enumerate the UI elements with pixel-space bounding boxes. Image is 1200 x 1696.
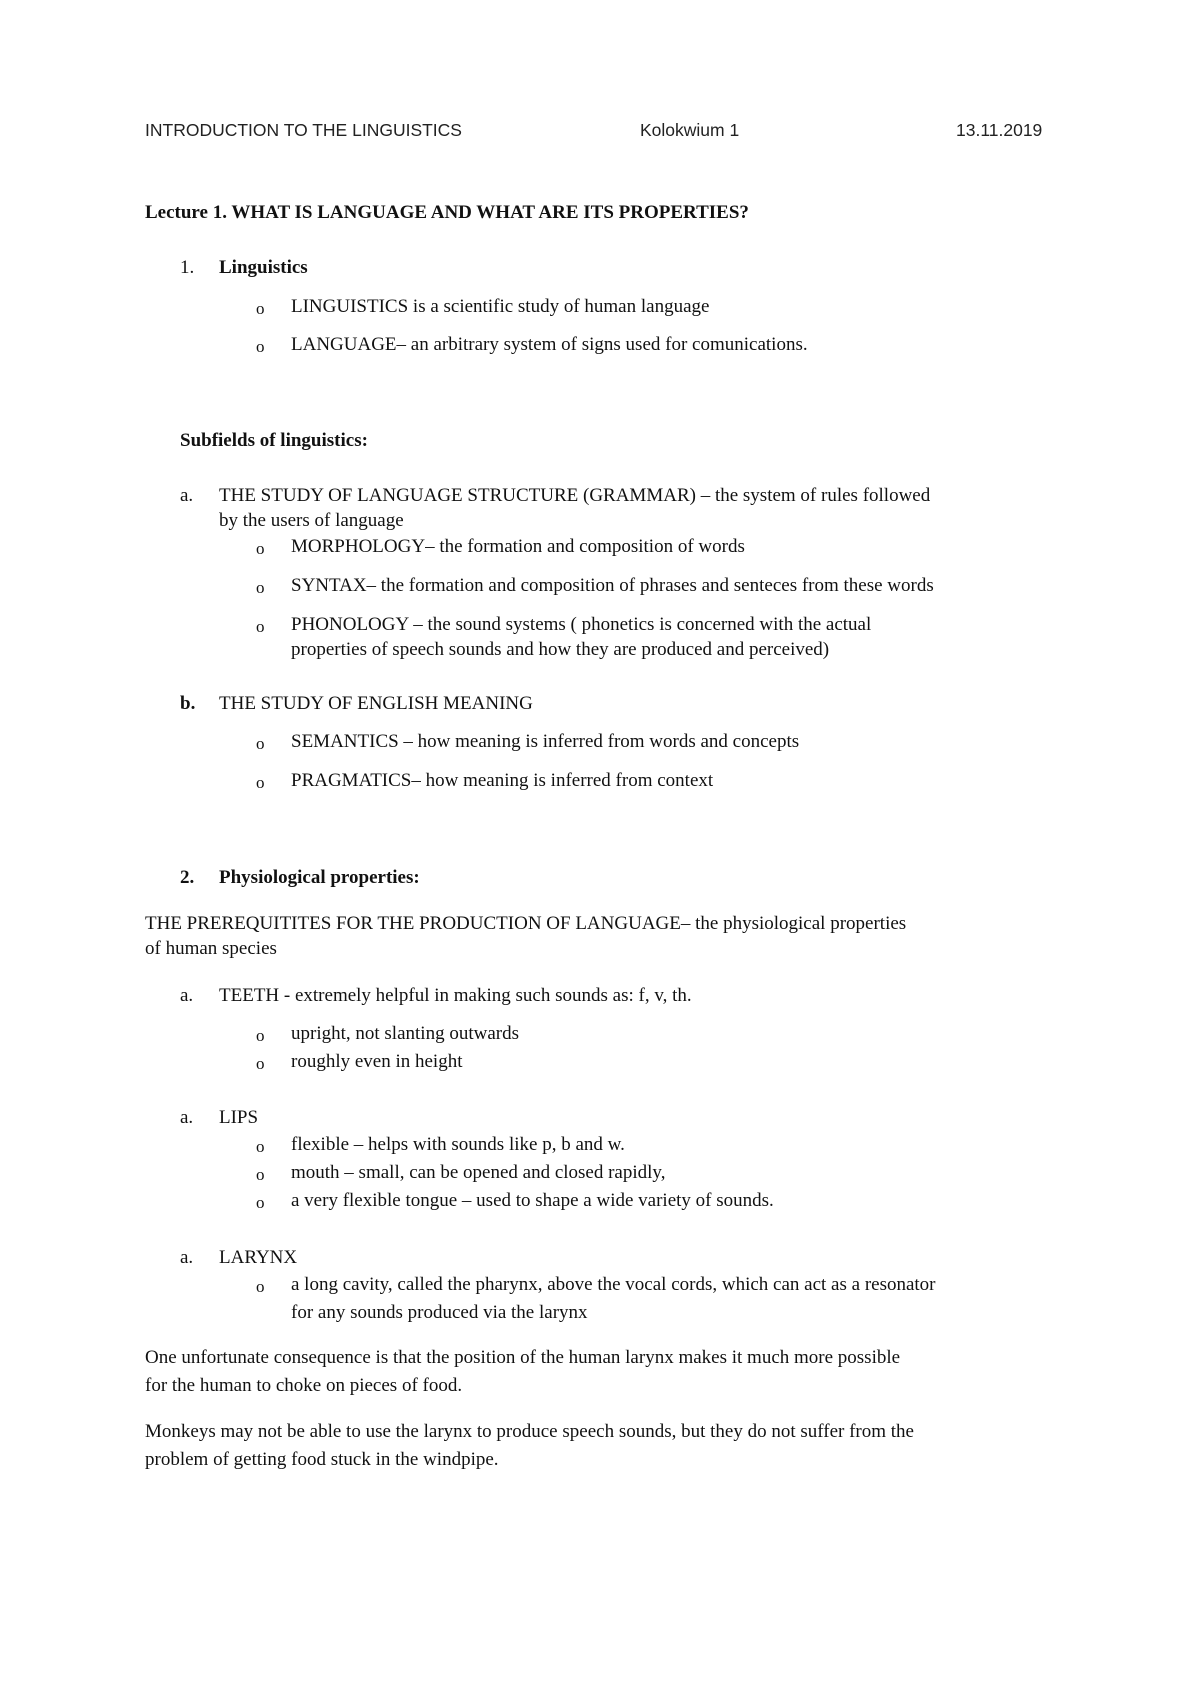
exam-label: Kolokwium 1 [640,120,740,140]
list-item: upright, not slanting outwards [291,1023,519,1044]
section-2-title: Physiological properties: [219,867,420,888]
larynx-bullet-line-2: for any sounds produced via the larynx [291,1302,588,1323]
teeth-heading: TEETH - extremely helpful in making such sounds as: f, v, th. [219,985,692,1006]
list-item: flexible – helps with sounds like p, b and w. [291,1134,625,1155]
bullet-icon: o [256,337,265,356]
list-item: LINGUISTICS is a scientific study of human language [291,296,710,317]
subfields-title: Subfields of linguistics: [180,430,368,451]
list-item: a very flexible tongue – used to shape a wide variety of sounds. [291,1190,774,1211]
item-marker: b. [180,693,196,714]
paragraph-2-line-1: Monkeys may not be able to use the larynx to produce speech sounds, but they do not suffer from the [145,1421,914,1442]
list-item: mouth – small, can be opened and closed rapidly, [291,1162,666,1183]
prerequisites-line-1: THE PREREQUITITES FOR THE PRODUCTION OF LANGUAGE– the physiological properties [145,913,907,934]
item-marker: a. [180,1247,194,1268]
paragraph-1-line-2: for the human to choke on pieces of food. [145,1375,463,1396]
section-1-number: 1. [180,257,195,278]
course-title: INTRODUCTION TO THE LINGUISTICS [145,120,462,140]
phonology-line-1: PHONOLOGY – the sound systems ( phonetics is concerned with the actual [291,614,872,635]
item-marker: a. [180,485,194,506]
meaning-heading: THE STUDY OF ENGLISH MEANING [219,693,533,714]
bullet-icon: o [256,539,265,558]
section-2-number: 2. [180,867,195,888]
bullet-icon: o [256,1054,265,1073]
bullet-icon: o [256,617,265,636]
bullet-icon: o [256,734,265,753]
list-item: SYNTAX– the formation and composition of phrases and senteces from these words [291,575,934,596]
lips-heading: LIPS [219,1107,259,1128]
section-1-title: Linguistics [219,257,308,278]
list-item: roughly even in height [291,1051,463,1072]
item-marker: a. [180,985,194,1006]
larynx-heading: LARYNX [219,1247,298,1268]
list-item: MORPHOLOGY– the formation and composition of words [291,536,745,557]
larynx-bullet-line-1: a long cavity, called the pharynx, above the vocal cords, which can act as a resonator [291,1274,936,1295]
bullet-icon: o [256,1026,265,1045]
bullet-icon: o [256,1137,265,1156]
bullet-icon: o [256,1165,265,1184]
grammar-heading-line-2: by the users of language [219,510,404,531]
item-marker: a. [180,1107,194,1128]
bullet-icon: o [256,1193,265,1212]
prerequisites-line-2: of human species [145,938,277,959]
list-item: LANGUAGE– an arbitrary system of signs used for comunications. [291,334,808,355]
grammar-heading-line-1: THE STUDY OF LANGUAGE STRUCTURE (GRAMMAR) – the system of rules followed [219,485,931,506]
paragraph-1-line-1: One unfortunate consequence is that the position of the human larynx makes it much more possible [145,1347,901,1368]
bullet-icon: o [256,578,265,597]
lecture-title: Lecture 1. WHAT IS LANGUAGE AND WHAT ARE ITS PROPERTIES? [145,202,749,223]
bullet-icon: o [256,773,265,792]
date-label: 13.11.2019 [956,120,1043,140]
bullet-icon: o [256,299,265,318]
list-item: PRAGMATICS– how meaning is inferred from context [291,770,714,791]
list-item: SEMANTICS – how meaning is inferred from words and concepts [291,731,800,752]
phonology-line-2: properties of speech sounds and how they are produced and perceived) [291,639,830,660]
bullet-icon: o [256,1277,265,1296]
paragraph-2-line-2: problem of getting food stuck in the windpipe. [145,1449,499,1470]
